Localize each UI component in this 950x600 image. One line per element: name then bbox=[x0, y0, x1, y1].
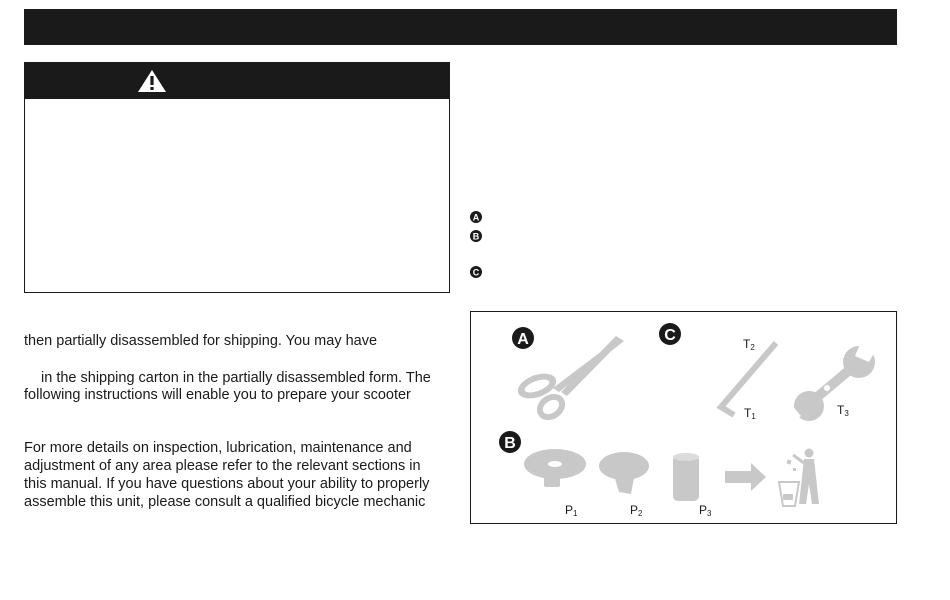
paragraph-details-line-1: For more details on inspection, lubrication, maintenance and bbox=[24, 440, 412, 456]
marker-a-label: A bbox=[472, 212, 480, 223]
paragraph-instructions-line: following instructions will enable you to prepare your scooter bbox=[24, 387, 411, 403]
marker-b-icon bbox=[470, 230, 482, 242]
paragraph-details-line-3: this manual. If you have questions about your ability to properly bbox=[24, 476, 430, 492]
group-b-marker bbox=[499, 431, 521, 453]
warning-header bbox=[25, 63, 449, 99]
label-t1: $T_1$ bbox=[744, 406, 756, 421]
marker-c-icon bbox=[470, 266, 482, 278]
marker-b-label: B bbox=[472, 231, 480, 242]
warning-box bbox=[24, 62, 450, 293]
part-p1-icon bbox=[524, 449, 586, 487]
svg-text:C: C bbox=[664, 327, 676, 344]
part-p3-icon bbox=[673, 453, 699, 501]
part-p2-icon bbox=[599, 452, 649, 494]
paragraph-shipping-line: then partially disassembled for shipping. You may have bbox=[24, 333, 378, 349]
warning-triangle-icon bbox=[137, 69, 167, 93]
label-p2: $P_2$ bbox=[630, 503, 643, 518]
wrench-icon bbox=[785, 342, 877, 422]
marker-a-icon bbox=[470, 211, 482, 223]
group-a-marker bbox=[512, 327, 534, 349]
scissors-icon bbox=[514, 336, 624, 425]
header-bar bbox=[24, 9, 897, 45]
label-t2: $T_2$ bbox=[743, 337, 755, 352]
marker-c-label: C bbox=[472, 267, 480, 278]
label-p1: $P_1$ bbox=[565, 503, 578, 518]
paragraph-carton-line: in the shipping carton in the partially disassembled form. The bbox=[41, 370, 431, 386]
label-t3: $T_3$ bbox=[837, 403, 849, 418]
trash-bin-icon bbox=[779, 449, 819, 507]
arrow-right-icon bbox=[725, 463, 766, 491]
svg-text:B: B bbox=[504, 435, 516, 452]
tools-figure bbox=[470, 311, 897, 524]
paragraph-details-line-2: adjustment of any area please refer to the relevant sections in bbox=[24, 458, 421, 474]
group-c-marker bbox=[659, 323, 681, 345]
paragraph-details-line-4: assemble this unit, please consult a qualified bicycle mechanic bbox=[24, 494, 426, 510]
svg-text:A: A bbox=[517, 331, 529, 348]
label-p3: $P_3$ bbox=[699, 503, 712, 518]
